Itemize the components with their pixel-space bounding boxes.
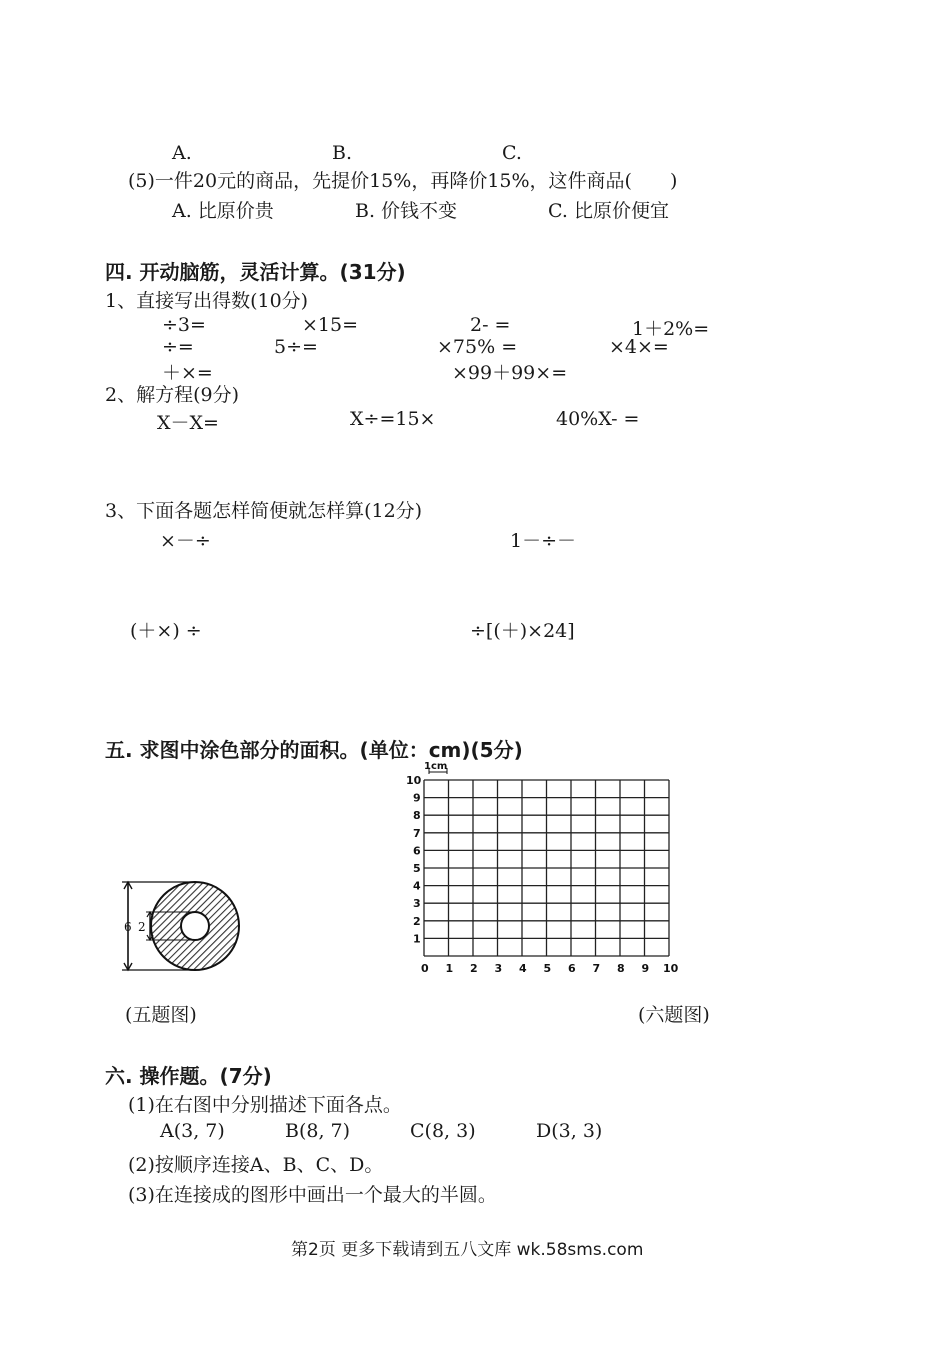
y-tick-label: 5 <box>413 862 421 875</box>
q6-2: (2)按顺序连接A、B、C、D。 <box>128 1154 384 1176</box>
part-1-title: 1、直接写出得数(10分) <box>105 290 309 312</box>
calc-item: ×75% = <box>437 336 518 358</box>
section-6-title: 六. 操作题。(7分) <box>105 1064 272 1088</box>
calc-item: ×15= <box>302 314 359 336</box>
calc-item: ×99＋99×= <box>452 362 568 384</box>
coordinate-grid <box>395 760 695 982</box>
simplify-item: ×－÷ <box>160 530 211 552</box>
x-tick-label: 8 <box>617 962 625 975</box>
y-tick-label: 9 <box>413 791 421 805</box>
x-tick-label: 10 <box>663 962 679 975</box>
q3-5-option-c: C. 比原价便宜 <box>548 200 669 222</box>
x-tick-label: 6 <box>568 962 576 975</box>
section-5-title: 五. 求图中涂色部分的面积。(单位：cm)(5分) <box>105 738 523 762</box>
calc-item: 1＋2%= <box>632 318 710 340</box>
ring-inner-label: 2 <box>138 920 146 934</box>
simplify-item: 1－÷－ <box>510 530 577 552</box>
q3-4-option-a: A. <box>172 142 192 164</box>
calc-item: ÷3= <box>162 314 206 336</box>
x-tick-label: 0 <box>421 962 429 975</box>
calc-item: ×4×= <box>609 336 669 358</box>
ring-figure <box>118 875 258 975</box>
calc-item: ÷= <box>162 336 194 358</box>
calc-item: 5÷= <box>274 336 318 358</box>
fig6-caption: (六题图) <box>638 1004 710 1026</box>
q6-3: (3)在连接成的图形中画出一个最大的半圆。 <box>128 1184 497 1206</box>
equation-item: X－X= <box>157 412 219 434</box>
equation-item: 40%X- = <box>556 408 640 430</box>
part-2-title: 2、解方程(9分) <box>105 384 240 406</box>
y-tick-label: 8 <box>413 809 421 823</box>
scale-label: 1cm <box>424 761 448 772</box>
section-4-title: 四. 开动脑筋，灵活计算。(31分) <box>105 260 406 284</box>
simplify-item: ÷[(＋)×24] <box>470 620 575 642</box>
y-tick-label: 2 <box>413 914 421 928</box>
inner-circle <box>181 912 209 940</box>
y-tick-label: 3 <box>413 897 421 911</box>
calc-item: ＋×= <box>162 362 213 384</box>
simplify-item: (＋×) ÷ <box>130 620 202 642</box>
x-tick-label: 4 <box>519 962 527 975</box>
point-b: B(8, 7) <box>285 1120 351 1142</box>
y-tick-label: 7 <box>413 826 421 840</box>
equation-item: X÷=15× <box>350 408 436 430</box>
page-footer: 第2页 更多下载请到五八文库 wk.58sms.com <box>291 1240 644 1260</box>
y-tick-label: 10 <box>406 774 422 787</box>
y-tick-label: 4 <box>413 879 421 893</box>
ring-outer-label: 6 <box>124 920 132 934</box>
x-tick-label: 1 <box>445 962 454 975</box>
y-tick-label: 6 <box>413 844 421 858</box>
y-tick-label: 1 <box>413 932 421 946</box>
q3-4-option-b: B. <box>332 142 353 164</box>
q3-4-option-c: C. <box>502 142 522 164</box>
q3-5-question: (5)一件20元的商品，先提价15%，再降价15%，这件商品( ) <box>128 170 678 192</box>
q3-5-option-b: B. 价钱不变 <box>355 200 458 222</box>
x-tick-label: 5 <box>543 962 552 975</box>
q3-5-option-a: A. 比原价贵 <box>172 200 274 222</box>
point-a: A(3, 7) <box>160 1120 225 1142</box>
x-tick-label: 3 <box>494 962 503 975</box>
x-tick-label: 7 <box>592 962 601 975</box>
q6-1: (1)在右图中分别描述下面各点。 <box>128 1094 402 1116</box>
x-tick-label: 9 <box>641 962 650 975</box>
fig5-caption: (五题图) <box>125 1004 197 1026</box>
calc-item: 2- = <box>470 314 511 336</box>
point-d: D(3, 3) <box>536 1120 603 1142</box>
point-c: C(8, 3) <box>410 1120 476 1142</box>
x-tick-label: 2 <box>470 962 478 975</box>
part-3-title: 3、下面各题怎样简便就怎样算(12分) <box>105 500 423 522</box>
